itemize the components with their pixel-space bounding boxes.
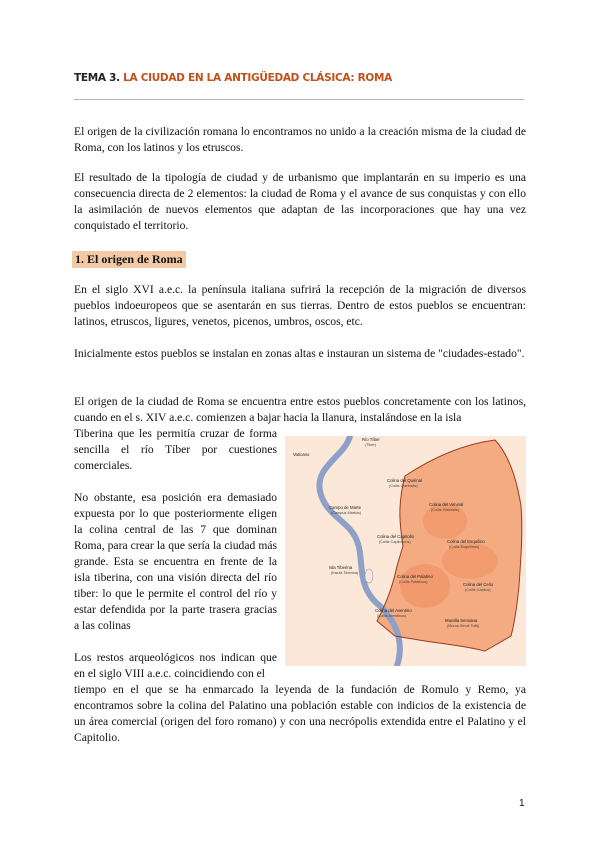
label-capitolio: Colina del Capitolio — [377, 534, 415, 539]
page-number: 1 — [519, 798, 525, 809]
label-isla-sub: (Insula Tiberina) — [331, 571, 359, 575]
map-seven-hills — [285, 436, 526, 666]
label-viminal-sub: (Collis Viminalis) — [431, 508, 459, 512]
label-tiber-sub: (Tiber) — [365, 443, 377, 447]
label-celio: Colina del Celio — [463, 582, 494, 587]
label-viminal: Colina del Viminal — [429, 502, 464, 507]
paragraph-migration: En el siglo XVI a.e.c. la península italiana sufrirá la recepción de la migración de diversos pueblos indoeuropeos que se asentarán en sus tierras. Dentro de estos pueblos se encuentran: latinos, etruscos, ligures, venetos, picenos, umbros, oscos, etc. — [74, 283, 526, 328]
chapter-title: LA CIUDAD EN LA ANTIGÜEDAD CLÁSICA: ROMA — [123, 72, 393, 84]
label-quirinal-sub: (Collis Quirinalis) — [389, 484, 418, 488]
label-palatino: Colina del Palatino — [397, 574, 433, 579]
header-divider — [74, 99, 524, 100]
chapter-number: TEMA 3. — [74, 72, 120, 84]
paragraph-latins: El origen de la ciudad de Roma se encuentra entre estos pueblos concretamente con los latinos, cuando en el s. XIV a.e.c. comienzen a bajar hacia la llanura, instalándose en la isla — [74, 395, 526, 424]
paragraph-typology: El resultado de la tipología de ciudad y de urbanismo que implantarán en su imperio es una consecuencia directa de 2 elementos: la ciudad de Roma y el avance de sus conquistas y con ello la asimilación de nuevos elementos que adaptan de las incorporaciones que hay una vez conquistado el territorio. — [74, 171, 526, 232]
section-heading: 1. El origen de Roma — [72, 251, 186, 268]
paragraph-tiberina: Tiberina que les permitía cruzar de forma sencilla el río Tíber por cuestiones comerciales. — [74, 427, 277, 472]
label-celio-sub: (Collis Caelius) — [465, 588, 491, 592]
label-isla-tiberina: Isla Tiberina — [329, 565, 353, 570]
label-rio-tiber: Río Tíber — [362, 437, 380, 442]
palatine-hill — [400, 564, 450, 608]
label-vaticano: Vaticano — [293, 452, 310, 457]
label-muralla: Muralla Serviana — [445, 618, 478, 623]
chapter-header — [74, 72, 392, 84]
label-muralla-sub: (Murus Servii Tullii) — [447, 624, 480, 628]
label-capitolio-sub: (Collis Capitolinus) — [379, 540, 411, 544]
paragraph-intro: El origen de la civilización romana lo encontramos no unido a la creación misma de la ciudad de Roma, con los latinos y los etruscos. — [74, 125, 526, 154]
label-aventino: Colina del Aventino — [375, 608, 412, 613]
paragraph-archaeology-start: Los restos arqueológicos nos indican que en el siglo VIII a.e.c. coincidiendo con el — [74, 651, 277, 680]
label-campo-marte-sub: (Campus Martius) — [331, 511, 362, 515]
label-esquilino: Colina del Esquilino — [447, 539, 485, 544]
paragraph-city-states: Inicialmente estos pueblos se instalan en zonas altas e instauran un sistema de "ciudades-estado". — [74, 347, 525, 360]
label-aventino-sub: (Collis Aventinus) — [377, 614, 407, 618]
paragraph-archaeology: tiempo en el que se ha enmarcado la leyenda de la fundación de Romulo y Remo, ya encontramos sobre la colina del Palatino una población estable con indicios de la existencia de un área comercial (origen del foro romano) y con una necrópolis extendida entre el Palatino y el Capitolio. — [74, 683, 526, 744]
label-quirinal: Colina del Quirinal — [387, 478, 423, 483]
label-esquilino-sub: (Collis Esquilinus) — [449, 545, 480, 549]
label-campo-marte: Campo de Marte — [329, 505, 362, 510]
paragraph-central-hill: No obstante, esa posición era demasiado expuesta por lo que posteriormente eligen la colina central de las 7 que dominan Roma, para crear la que sería la ciudad más grande. Esta se encuentra en frente de la isla tiberina, con una visión directa del río tiber: lo que le permite el control del río y estar defendida por la parte trasera gracias a las colinas — [74, 491, 277, 632]
tiber-island — [365, 569, 373, 583]
label-palatino-sub: (Collis Palatinus) — [399, 580, 428, 584]
